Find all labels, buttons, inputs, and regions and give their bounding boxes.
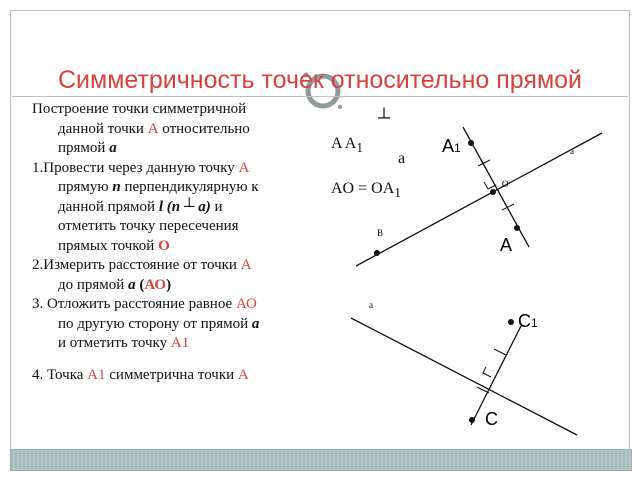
right-angle-mark-2 [483, 367, 491, 377]
intro-line-2: данной точки А относительно [58, 120, 250, 137]
line-a-1 [356, 133, 602, 266]
step-1-line-2: прямую n перпендикулярную к [58, 179, 259, 195]
label-a: A [500, 235, 513, 255]
label-line-a-1: a [570, 146, 574, 156]
step-3-line-2: по другую сторону от прямой a [58, 315, 260, 332]
point-c1 [508, 319, 514, 325]
label-c1: C1 [518, 311, 538, 331]
step-1-line-3: данной прямой l (n ┴ a) и [58, 198, 223, 215]
label-c: C [485, 409, 498, 429]
step-4: 4. Точка А1 симметрична точки А [32, 366, 249, 383]
line-label: a [398, 150, 406, 167]
label-a1: A1 [442, 136, 461, 156]
step-1-line-1: 1.Провести через данную точку А [32, 159, 250, 176]
point-o [490, 189, 496, 195]
slide-title: Симметричность точек относительно прямой [57, 66, 583, 94]
intro-line-1: Построение точки симметричной [32, 101, 247, 117]
equality-label: AO = $OA_1$ [331, 180, 401, 201]
step-3-line-1: 3. Отложить расстояние равное АО [32, 296, 257, 312]
footer-bar [10, 449, 632, 471]
point-b [374, 250, 380, 256]
step-1-line-5: прямых точкой О [58, 237, 170, 254]
step-3-line-3: и отметить точку А1 [58, 335, 190, 351]
label-o: O [502, 179, 509, 189]
step-1-line-4: отметить точку пересечения [58, 218, 239, 234]
label-line-a-2: a [369, 300, 373, 310]
point-c [469, 417, 475, 423]
point-a [514, 225, 520, 231]
step-2-line-2: до прямой a (АО) [58, 276, 172, 293]
intro-line-3: прямой a [58, 140, 117, 156]
label-b: B [377, 228, 384, 238]
pair-label: A $A_1$ [331, 135, 364, 156]
perp-symbol: ┴ [378, 108, 391, 127]
line-a-2 [351, 318, 577, 435]
step-2-line-1: 2.Измерить расстояние от точки А [32, 257, 252, 273]
tick-mark-3 [494, 349, 506, 355]
point-a1 [468, 140, 474, 146]
